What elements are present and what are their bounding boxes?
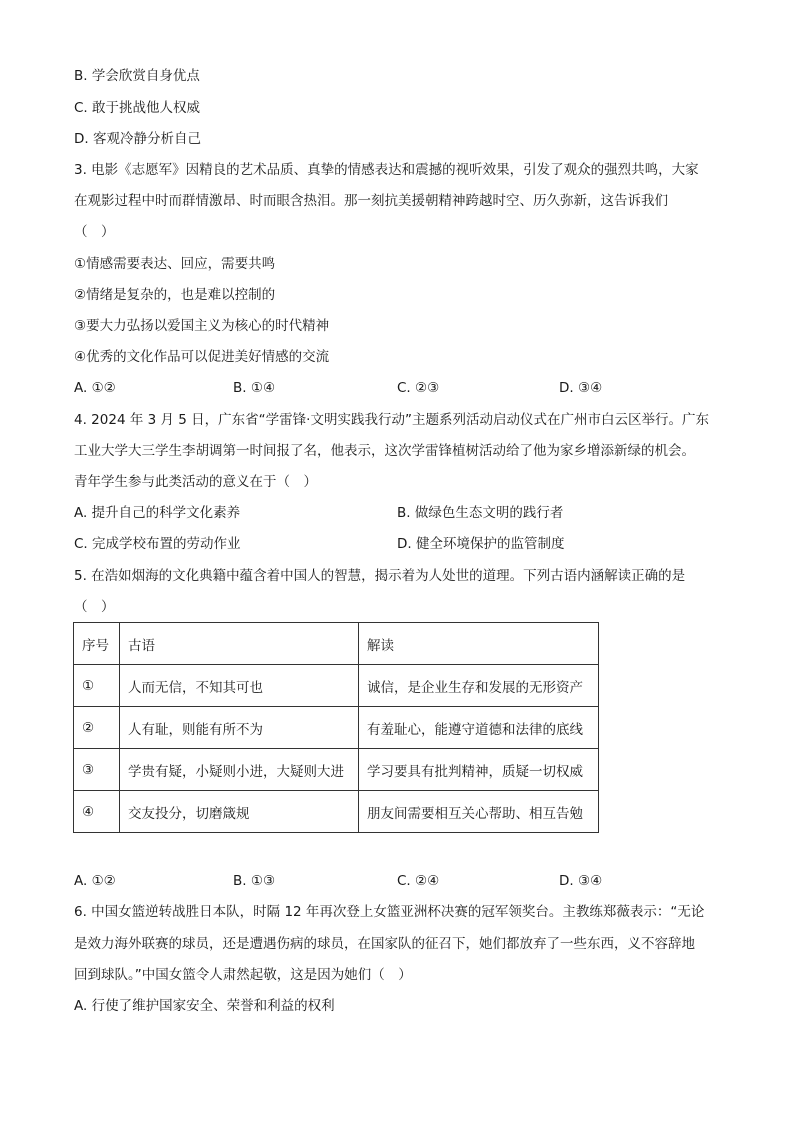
q6-stem-line1: 6. 中国女篮逆转战胜日本队，时隔 12 年再次登上女篮亚洲杯决赛的冠军领奖台。主教练郑薇表示：“无论 (74, 904, 705, 920)
q2-option-d: D. 客观冷静分析自己 (74, 131, 201, 147)
row-quote: 交友投分，切磨箴规 (120, 791, 359, 833)
q5-choice-a: A. ①② (74, 873, 116, 889)
row-interpretation: 诚信，是企业生存和发展的无形资产 (359, 665, 599, 707)
q4-choice-b: B. 做绿色生态文明的践行者 (397, 505, 564, 521)
header-quote: 古语 (120, 623, 359, 665)
q3-choice-c: C. ②③ (397, 380, 440, 396)
q3-stem-line1: 3. 电影《志愿军》因精良的艺术品质、真挚的情感表达和震撼的视听效果，引发了观众的强烈共鸣，大家 (74, 162, 699, 178)
row-interpretation: 朋友间需要相互关心帮助、相互告勉 (359, 791, 599, 833)
row-index: ④ (74, 791, 120, 833)
q5-table (73, 622, 599, 833)
header-index: 序号 (74, 623, 120, 665)
q3-choice-d: D. ③④ (559, 380, 603, 396)
q2-option-c: C. 敢于挑战他人权威 (74, 100, 201, 116)
q6-stem-line2: 是效力海外联赛的球员，还是遭遇伤病的球员，在国家队的征召下，她们都放弃了一些东西，义不容辞地 (74, 936, 695, 952)
table-row (74, 707, 599, 749)
q6-stem-line3: 回到球队。”中国女篮令人肃然起敬，这是因为她们（ ） (74, 967, 412, 983)
q3-stem-line2: 在观影过程中时而群情激昂、时而眼含热泪。那一刻抗美援朝精神跨越时空、历久弥新，这告诉我们 (74, 193, 668, 209)
q4-choice-a: A. 提升自己的科学文化素养 (74, 505, 241, 521)
q3-item-2: ②情绪是复杂的，也是难以控制的 (74, 287, 276, 303)
q6-choice-a: A. 行使了维护国家安全、荣誉和利益的权利 (74, 998, 335, 1014)
row-quote: 人而无信，不知其可也 (120, 665, 359, 707)
q3-choice-b: B. ①④ (233, 380, 276, 396)
q2-option-b: B. 学会欣赏自身优点 (74, 68, 200, 84)
q4-choice-d: D. 健全环境保护的监管制度 (397, 536, 565, 552)
q4-choice-c: C. 完成学校布置的劳动作业 (74, 536, 241, 552)
q3-item-1: ①情感需要表达、回应，需要共鸣 (74, 256, 276, 272)
q5-choice-d: D. ③④ (559, 873, 603, 889)
q4-stem-line1: 4. 2024 年 3 月 5 日，广东省“学雷锋·文明实践我行动”主题系列活动启动仪式在广州市白云区举行。广东 (74, 412, 709, 428)
row-index: ① (74, 665, 120, 707)
row-interpretation: 有羞耻心，能遵守道德和法律的底线 (359, 707, 599, 749)
row-quote: 人有耻，则能有所不为 (120, 707, 359, 749)
table-row (74, 665, 599, 707)
q3-item-3: ③要大力弘扬以爱国主义为核心的时代精神 (74, 318, 330, 334)
row-interpretation: 学习要具有批判精神，质疑一切权威 (359, 749, 599, 791)
row-quote: 学贵有疑，小疑则小进，大疑则大进 (120, 749, 359, 791)
q5-choice-b: B. ①③ (233, 873, 276, 889)
row-index: ③ (74, 749, 120, 791)
q3-item-4: ④优秀的文化作品可以促进美好情感的交流 (74, 349, 330, 365)
row-index: ② (74, 707, 120, 749)
table-header-row (74, 623, 599, 665)
q5-stem-line1: 5. 在浩如烟海的文化典籍中蕴含着中国人的智慧，揭示着为人处世的道理。下列古语内涵解读正确的是 (74, 568, 686, 584)
table-row (74, 791, 599, 833)
header-interpretation: 解读 (359, 623, 599, 665)
table-row (74, 749, 599, 791)
q4-stem-line3: 青年学生参与此类活动的意义在于（ ） (74, 474, 317, 490)
q3-paren: （ ） (74, 224, 115, 240)
q3-choice-a: A. ①② (74, 380, 116, 396)
q5-paren: （ ） (74, 599, 115, 615)
q4-stem-line2: 工业大学大三学生李胡调第一时间报了名，他表示，这次学雷锋植树活动给了他为家乡增添新绿的机会。 (74, 443, 695, 459)
q5-choice-c: C. ②④ (397, 873, 440, 889)
